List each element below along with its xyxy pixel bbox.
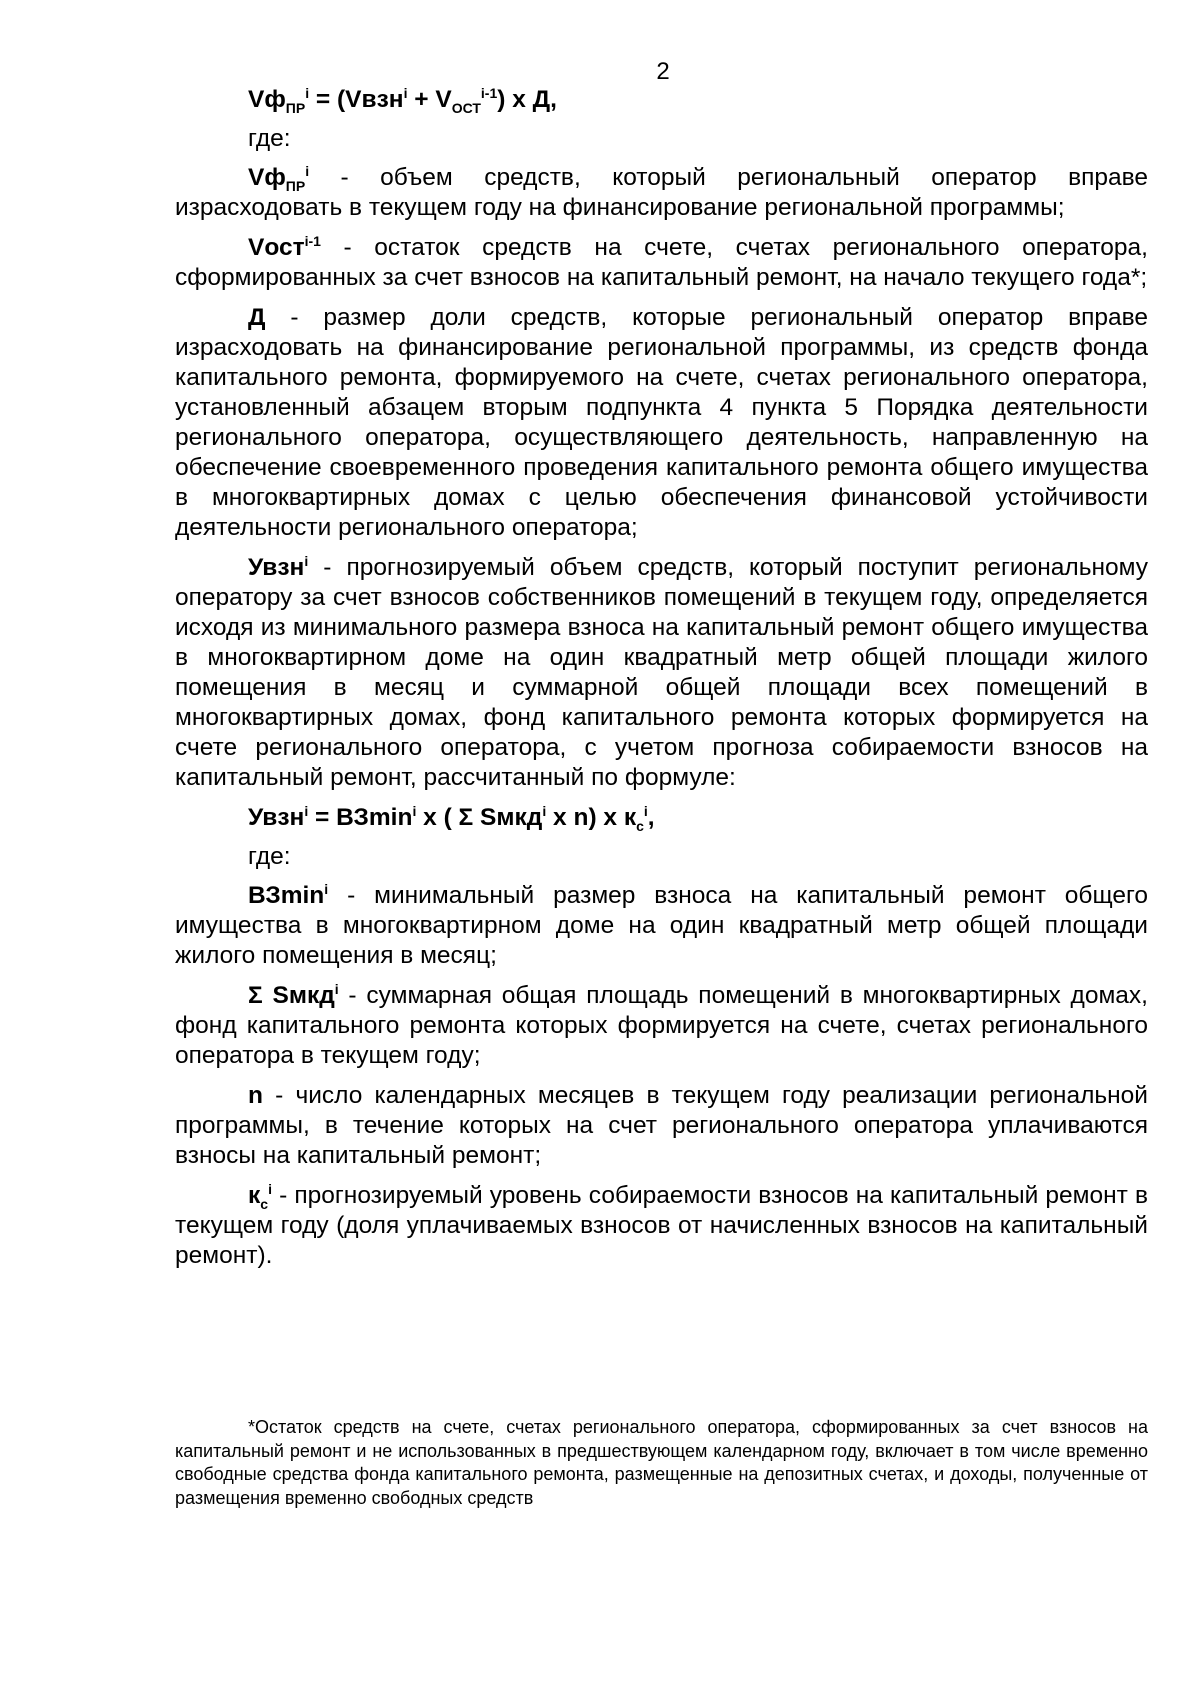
where-label-2: где: bbox=[248, 843, 291, 870]
definition-vfpr: $Vф_{ПР}^i$ - объем средств, который региональный оператор вправе израсходовать в текущем году на финансирование региональной программы; bbox=[175, 162, 1148, 221]
footnote-text: *Остаток средств на счете, счетах регионального оператора, сформированных за счет взносов на капитальный ремонт и не использованных в предшествующем календарном году, включает в том числе временно свободные средства фонда капитального ремонта, размещенные на депозитных счетах, и доходы, полученные от размещения временно свободных средств bbox=[175, 1417, 1148, 1508]
definition-n: n - число календарных месяцев в текущем году реализации региональной программы, в течение которых на счет регионального оператора уплачиваются взносы на капитальный ремонт; bbox=[175, 1082, 1148, 1169]
formula-vfpr: $Vф_{ПР}^i$ = (Vвзн$^i$ + $V_{ОСТ}^{i-1}$) х Д, bbox=[248, 84, 557, 116]
definition-smkd: Σ Sмкд$^i$ - суммарная общая площадь помещений в многоквартирных домах, фонд капитального ремонта которых формируется на счете, счетах регионального оператора в текущем году; bbox=[175, 980, 1148, 1069]
definition-kc: $к_с^i$ - прогнозируемый уровень собираемости взносов на капитальный ремонт в текущем году (доля уплачиваемых взносов от начисленных взносов на капитальный ремонт). bbox=[175, 1180, 1148, 1269]
definition-bzmin: ВЗmin$^i$ - минимальный размер взноса на капитальный ремонт общего имущества в многоквартирном доме на один квадратный метр общей площади жилого помещения в месяц; bbox=[175, 880, 1148, 969]
definition-d: Д - размер доли средств, которые региональный оператор вправе израсходовать на финансирование региональной программы, из средств фонда капитального ремонта, формируемого на счете, счетах регионального оператора, установленный абзацем вторым подпункта 4 пункта 5 Порядка деятельности регионального оператора, осуществляющего деятельность, направленную на обеспечение своевременного проведения капитального ремонта общего имущества в многоквартирных домах с целью обеспечения финансовой устойчивости деятельности регионального оператора; bbox=[175, 304, 1148, 541]
formula-uvzn: Увзн$^i$ = ВЗmin$^i$ х ( Σ Sмкд$^i$ х n) х $к_с^i$, bbox=[248, 802, 655, 834]
definition-vost: Vост$^{i-1}$ - остаток средств на счете, счетах регионального оператора, сформированных за счет взносов на капитальный ремонт, на начало текущего года*; bbox=[175, 232, 1148, 291]
where-label-1: где: bbox=[248, 125, 291, 152]
page-number: 2 bbox=[656, 58, 670, 85]
footnote bbox=[175, 1416, 1148, 1510]
definition-uvzn: Увзн$^i$ - прогнозируемый объем средств, который поступит региональному оператору за счет взносов собственников помещений в текущем году, определяется исходя из минимального размера взноса на капитальный ремонт общего имущества в многоквартирном доме на один квадратный метр общей площади жилого помещения в месяц и суммарной общей площади всех помещений в многоквартирных домах, фонд капитального ремонта которых формируется на счете регионального оператора, с учетом прогноза собираемости взносов на капитальный ремонт, рассчитанный по формуле: bbox=[175, 552, 1148, 791]
document-body bbox=[175, 85, 1148, 1281]
